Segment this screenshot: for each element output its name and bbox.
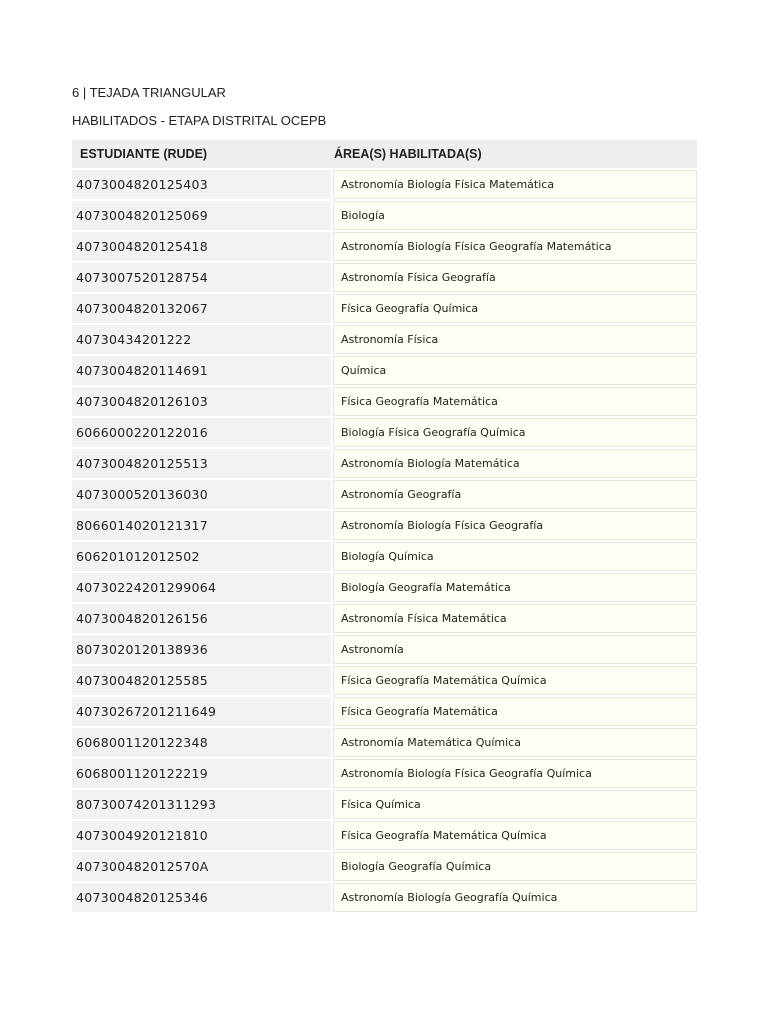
student-rude-cell: 6066000220122016 [72, 418, 331, 447]
enabled-areas-cell: Astronomía Biología Física Geografía Matemática [333, 232, 697, 261]
enabled-areas-cell: Física Geografía Matemática Química [333, 821, 697, 850]
student-rude-cell: 6068001120122219 [72, 759, 331, 788]
table-row [72, 542, 697, 571]
enabled-areas-cell: Astronomía Biología Geografía Química [333, 883, 697, 912]
enabled-areas-cell: Astronomía Biología Física Geografía Química [333, 759, 697, 788]
enabled-areas-cell: Astronomía Biología Matemática [333, 449, 697, 478]
student-rude-cell: 8073020120138936 [72, 635, 331, 664]
table-row [72, 697, 697, 726]
table-row [72, 821, 697, 850]
student-rude-cell: 4073004820125513 [72, 449, 331, 478]
table-row [72, 728, 697, 757]
school-title: 6 | TEJADA TRIANGULAR [72, 85, 226, 100]
table-row [72, 790, 697, 819]
table-row [72, 232, 697, 261]
column-header-student: ESTUDIANTE (RUDE) [80, 147, 208, 161]
student-rude-cell: 4073004820114691 [72, 356, 331, 385]
student-rude-cell: 40730224201299064 [72, 573, 331, 602]
enabled-areas-cell: Astronomía Biología Física Geografía [333, 511, 697, 540]
table-row [72, 449, 697, 478]
enabled-areas-cell: Astronomía Física [333, 325, 697, 354]
enabled-areas-cell: Biología Física Geografía Química [333, 418, 697, 447]
students-table [72, 140, 697, 912]
student-rude-cell: 8066014020121317 [72, 511, 331, 540]
enabled-areas-cell: Astronomía Física Matemática [333, 604, 697, 633]
document-page [72, 84, 697, 914]
enabled-areas-cell: Física Geografía Matemática Química [333, 666, 697, 695]
student-rude-cell: 4073004820125346 [72, 883, 331, 912]
table-row [72, 604, 697, 633]
enabled-areas-cell: Química [333, 356, 697, 385]
table-row [72, 325, 697, 354]
enabled-areas-cell: Biología Química [333, 542, 697, 571]
student-rude-cell: 4073004820125418 [72, 232, 331, 261]
table-header [72, 140, 697, 168]
table-row [72, 201, 697, 230]
student-rude-cell: 40730267201211649 [72, 697, 331, 726]
enabled-areas-cell: Física Geografía Química [333, 294, 697, 323]
enabled-areas-cell: Biología Geografía Matemática [333, 573, 697, 602]
student-rude-cell: 407300482012570A [72, 852, 331, 881]
enabled-areas-cell: Astronomía Biología Física Matemática [333, 170, 697, 199]
table-row [72, 418, 697, 447]
enabled-areas-cell: Astronomía Matemática Química [333, 728, 697, 757]
table-body [72, 170, 697, 912]
enabled-areas-cell: Biología Geografía Química [333, 852, 697, 881]
table-row [72, 294, 697, 323]
student-rude-cell: 4073004820126156 [72, 604, 331, 633]
table-row [72, 263, 697, 292]
enabled-areas-cell: Física Geografía Matemática [333, 387, 697, 416]
student-rude-cell: 4073007520128754 [72, 263, 331, 292]
student-rude-cell: 4073000520136030 [72, 480, 331, 509]
student-rude-cell: 6068001120122348 [72, 728, 331, 757]
enabled-areas-cell: Física Química [333, 790, 697, 819]
student-rude-cell: 4073004820125069 [72, 201, 331, 230]
table-row [72, 573, 697, 602]
enabled-areas-cell: Biología [333, 201, 697, 230]
enabled-areas-cell: Física Geografía Matemática [333, 697, 697, 726]
stage-subtitle: HABILITADOS - ETAPA DISTRITAL OCEPB [72, 113, 327, 128]
table-row [72, 170, 697, 199]
student-rude-cell: 4073004820125403 [72, 170, 331, 199]
student-rude-cell: 80730074201311293 [72, 790, 331, 819]
column-header-areas: ÁREA(S) HABILITADA(S) [334, 147, 482, 161]
enabled-areas-cell: Astronomía Geografía [333, 480, 697, 509]
student-rude-cell: 4073004820132067 [72, 294, 331, 323]
student-rude-cell: 4073004820125585 [72, 666, 331, 695]
student-rude-cell: 4073004920121810 [72, 821, 331, 850]
enabled-areas-cell: Astronomía [333, 635, 697, 664]
student-rude-cell: 606201012012502 [72, 542, 331, 571]
table-row [72, 387, 697, 416]
table-row [72, 666, 697, 695]
table-row [72, 356, 697, 385]
table-row [72, 511, 697, 540]
enabled-areas-cell: Astronomía Física Geografía [333, 263, 697, 292]
student-rude-cell: 40730434201222 [72, 325, 331, 354]
table-row [72, 883, 697, 912]
student-rude-cell: 4073004820126103 [72, 387, 331, 416]
table-row [72, 852, 697, 881]
table-row [72, 759, 697, 788]
table-row [72, 635, 697, 664]
table-row [72, 480, 697, 509]
